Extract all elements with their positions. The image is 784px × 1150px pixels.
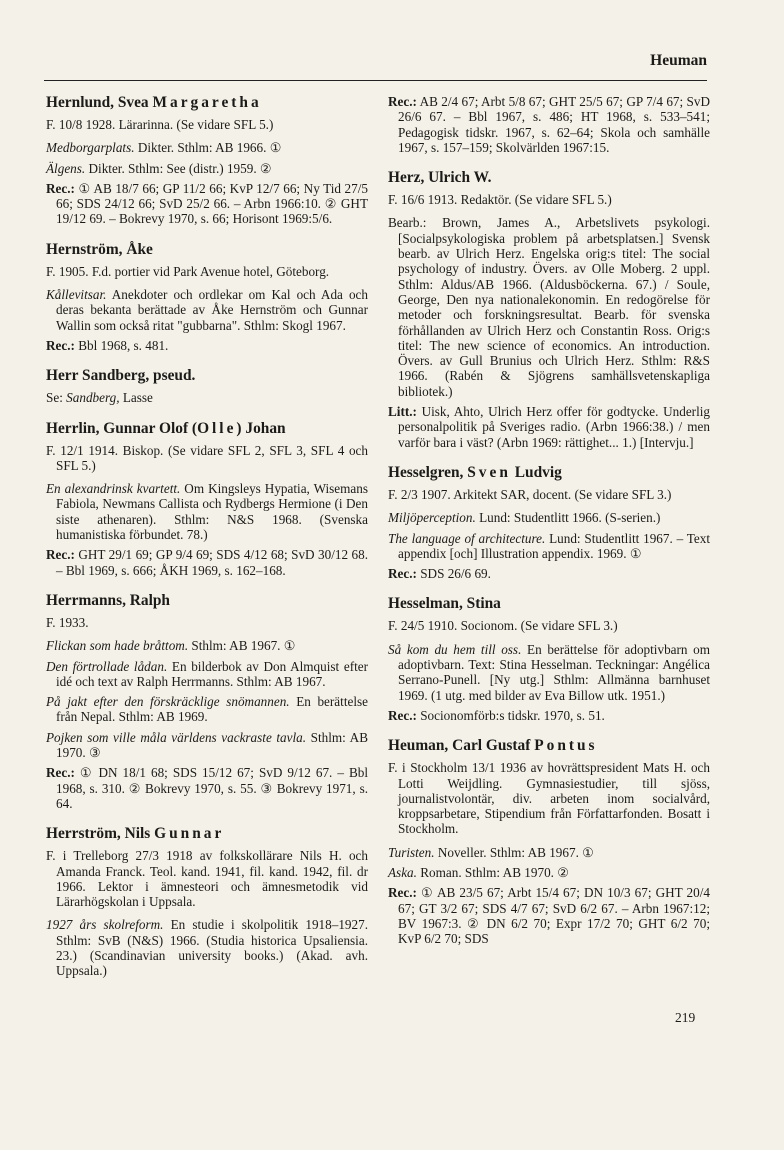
text-segment: Se: [46,390,67,406]
entry-paragraph [46,390,368,405]
headword-spaced: Pontus [534,737,598,755]
work-title: Medborgarplats. [46,140,135,156]
entry-hesselgren [388,464,710,581]
headword-pre: Herrström, Nils [46,825,155,843]
work-title: Pojken som ville måla världens vackraste tavla. [46,729,307,745]
entry-herrstrom-rec [388,94,710,155]
entry-paragraph [388,708,710,723]
headword-pre: Hernström, Åke [46,240,153,258]
text-segment: F. 16/6 1913. Redaktör. (Se vidare SFL 5.) [388,192,612,208]
entry-paragraph [388,510,710,525]
headword-spaced: Margaretha [152,94,262,111]
headword-post: Ludvig [510,463,562,481]
section-label: Rec.: [388,885,417,901]
entry-hernlund [46,94,368,227]
entry-paragraph [46,615,368,630]
entry-paragraph [46,694,368,725]
text-segment: F. 1905. F.d. portier vid Park Avenue hotel, Göteborg. [46,263,330,279]
entry-paragraph [388,94,710,155]
section-label: Rec.: [388,94,417,109]
header-rule [44,80,707,81]
entry-paragraph [388,531,710,562]
entry-herr-sandberg [46,367,368,405]
entry-paragraph [46,140,368,155]
entry-paragraph [46,161,368,176]
entry-paragraph [388,487,710,502]
text-segment: Lund: Studentlitt 1966. (S-serien.) [475,510,661,526]
entry-paragraph [388,845,710,860]
running-head: Heuman [650,52,707,69]
entry-headword [388,464,710,482]
entry-paragraph [388,215,710,399]
text-segment: En studie i skolpolitik 1918–1927. Sthlm: SvB (N&S) 1966. (Studia historica Upsaliensia. 23.) (Scandinavian university books.) (Akad. avh. Uppsala.) [56,917,368,979]
text-segment: Om Kingsleys Hypatia, Wisemans Fabiola, Newmans Callista och Rydbergs Hermione (i Den siste athenaren). Sthlm: N&S 1968. (Svenska humanistiska förbundet. 78.) [56,481,368,543]
section-label: Rec.: [46,337,75,353]
text-segment: Uisk, Ahto, Ulrich Herz offer för godtycke. Underlig personalpolitik på Sveriges radio. (Arbn 1966:38.) / men varför bara i väst? (Arbn 1969: rättighet... 1.) [Intervju.] [398,404,710,450]
headword-spaced: Olle [197,419,237,437]
text-segment: Lasse [119,390,153,406]
entry-paragraph [388,566,710,581]
text-segment: AB 2/4 67; Arbt 5/8 67; GHT 25/5 67; GP 7/4 67; SvD 26/6 67. – Bbl 1967, s. 486; HT 1968, s. 533–541; Pedagogisk tidskr. 1967, s. 62–64; Skola och samhälle 1967, s. 157–159; Skolvärlden 1967:15. [398,94,710,155]
entry-paragraph [46,547,368,578]
entry-paragraph [46,117,368,132]
text-segment: Lund: Studentlitt 1967. – Text appendix [och] Illustration appendix. 1969. ① [398,530,710,561]
text-segment: SDS 26/6 69. [416,566,491,582]
work-title: Flickan som hade bråttom. [46,638,189,654]
text-segment: F. 2/3 1907. Arkitekt SAR, docent. (Se vidare SFL 3.) [388,486,672,502]
entry-paragraph [46,287,368,333]
text-segment: Socionomförb:s tidskr. 1970, s. 51. [416,707,605,723]
entry-headword [46,94,368,112]
entry-paragraph [46,730,368,761]
text-segment: F. i Trelleborg 27/3 1918 av folkskollärare Nils H. och Amanda Franck. Teol. kand. 1941, fil. kand. 1942, fil. dr 1966. Lektor i ämnesteori och ämnesmetodik vid Lärarhögskolan i Uppsala. [46,848,368,910]
section-label: Rec.: [46,180,75,196]
headword-spaced: Sven [467,463,511,481]
entry-paragraph [388,618,710,633]
entry-paragraph [46,481,368,542]
entry-headword [46,592,368,610]
left-column [46,94,368,993]
work-title: En alexandrinsk kvartett. [46,481,181,497]
text-segment: ① DN 18/1 68; SDS 15/12 67; SvD 9/12 67. – Bbl 1968, s. 310. ② Bokrevy 1970, s. 55. ③ Bokrevy 1971, s. 64. [56,765,368,811]
text-segment: F. 12/1 1914. Biskop. (Se vidare SFL 2, SFL 3, SFL 4 och SFL 5.) [46,442,368,473]
text-segment: F. i Stockholm 13/1 1936 av hovrättspresident Mats H. och Lotti Weijdling. Gymnasiestudier, till sjöss, journalistvolontär, div. arbeten inom socialvård, kroppsarbetare, Stipendium från Författarfonden. Bosatt i Stockholm. [388,760,710,837]
text-segment: Dikter. Sthlm: See (distr.) 1959. ② [85,160,272,176]
text-segment: En berättelse från Nepal. Sthlm: AB 1969. [56,694,368,725]
entry-headword [388,169,710,187]
entry-paragraph [46,181,368,227]
entry-paragraph [388,192,710,207]
text-segment: F. 1933. [46,614,89,630]
entry-paragraph [388,642,710,703]
work-title: Turisten. [388,844,435,860]
work-title: På jakt efter den förskräcklige snömannen. [46,694,290,710]
entry-paragraph [46,917,368,978]
section-label: Rec.: [388,707,417,723]
work-title: Älgens. [46,160,86,176]
headword-pre: Hesselgren, [388,463,468,481]
text-segment: Roman. Sthlm: AB 1970. ② [416,864,570,880]
text-segment: Dikter. Sthlm: AB 1966. ① [134,140,282,156]
section-label: Rec.: [388,566,417,582]
entry-paragraph [388,865,710,880]
headword-pre: Herrlin, Gunnar Olof ( [46,419,198,437]
entry-paragraph [388,760,710,836]
text-segment: ① AB 23/5 67; Arbt 15/4 67; DN 10/3 67; GHT 20/4 67; GT 3/2 67; SDS 4/7 67; SvD 6/2 67. – Arbn 1967:12; BV 1967:3. ② DN 6/2 70; Expr 17/2 70; GHT 6/2 70; KvP 6/2 70; SDS [398,885,710,947]
text-segment: Anekdoter och ordlekar om Kal och Ada och deras bekanta berättade av Åke Hernström och Gunnar Wallin som också ritat "gubbarna". Sthlm: Skogl 1967. [56,287,368,333]
entry-headword [46,420,368,438]
work-title: Den förtrollade lådan. [46,658,168,674]
entry-paragraph [46,659,368,690]
headword-pre: Hernlund, Svea [46,94,153,111]
text-segment: Bearb.: Brown, James A., Arbetslivets psykologi. [Socialpsykologiska problem på arbetsplatsen.] Svensk bearb. av Ulrich Herz. Engelska orig:s titel: The social psychology of industry. Övers. av Olle Moberg. 2 uppl. Sthlm: Aldus/AB 1966. (Aldusböckerna. 67.) / Soule, George, Den nya nationalekonomin. En redogörelse för metoder och forskningsresultat. Bearb. för svenska förhållanden av Ulrich Herz och Constantin Ross. Orig:s titel: The new science of economics. An introduction. Övers. av Gull Brunius och Ulrich Herz. Sthlm: R&S 1966. (Rabén & Sjögrens samhällsvetenskapliga bibliotek.) [388,215,710,399]
entry-herz [388,169,710,450]
entry-paragraph [46,638,368,653]
headword-pre: Hesselman, Stina [388,595,501,613]
section-label: Litt.: [388,404,417,420]
work-title: The language of architecture. [388,530,546,546]
entry-paragraph [388,885,710,946]
headword-spaced: Gunnar [154,825,225,843]
text-segment: Noveller. Sthlm: AB 1967. ① [434,844,594,860]
work-title: Miljöperception. [388,510,476,526]
entry-paragraph [46,443,368,474]
headword-pre: Heuman, Carl Gustaf [388,737,535,755]
entry-hernstrom [46,241,368,353]
entry-paragraph [46,848,368,909]
entry-headword [388,595,710,613]
headword-pre: Herz, Ulrich W. [388,169,492,187]
work-title: 1927 års skolreform. [46,917,164,933]
text-segment: En berättelse för adoptivbarn om adoptivbarn. Text: Stina Hesselman. Teckningar: Angélica Serrano-Punell. [Ny utg.] Sthlm: Allmänna barnhuset 1969. (1 utg. med bilder av Eva Billow utk. 1951.) [398,641,710,703]
entry-headword [46,241,368,259]
work-title: Kållevitsar. [46,287,107,303]
entry-paragraph [46,264,368,279]
entry-herrmanns [46,592,368,811]
headword-pre: Herrmanns, Ralph [46,591,170,609]
work-title: Sandberg, [66,390,120,406]
section-label: Rec.: [46,547,75,563]
entry-hesselman [388,595,710,723]
section-label: Rec.: [46,765,75,781]
right-column [388,94,710,960]
text-segment: GHT 29/1 69; GP 9/4 69; SDS 4/12 68; SvD 30/12 68. – Bbl 1969, s. 666; ÅKH 1969, s. 162–168. [56,547,368,578]
work-title: Så kom du hem till oss. [388,641,522,657]
page-number: 219 [675,1010,696,1025]
text-segment: En bilderbok av Don Almquist efter idé och text av Ralph Herrmanns. Sthlm: AB 1967. [56,658,368,689]
text-segment: ① AB 18/7 66; GP 11/2 66; KvP 12/7 66; Ny Tid 27/5 66; SDS 24/12 66; SvD 25/2 66. – Arbn 1966:10. ② GHT 19/12 69. – Bokrevy 1970, s. 66; Horisont 1969:5/6. [56,180,368,227]
entry-paragraph [46,765,368,811]
headword-post: ) Johan [236,419,286,437]
entry-herrstrom [46,825,368,978]
entry-headword [388,737,710,755]
entry-paragraph [388,404,710,450]
entry-herrlin [46,420,368,578]
headword-pre: Herr Sandberg, pseud. [46,367,196,385]
text-segment: Sthlm: AB 1967. ① [188,638,296,654]
text-segment: Sthlm: AB 1970. ③ [56,729,368,761]
entry-headword [46,367,368,385]
entry-headword [46,825,368,843]
text-segment: F. 10/8 1928. Lärarinna. (Se vidare SFL 5.) [46,117,274,132]
entry-heuman [388,737,710,946]
entry-paragraph [46,338,368,353]
text-segment: Bbl 1968, s. 481. [74,337,169,353]
work-title: Aska. [388,864,417,880]
text-segment: F. 24/5 1910. Socionom. (Se vidare SFL 3.) [388,618,618,634]
